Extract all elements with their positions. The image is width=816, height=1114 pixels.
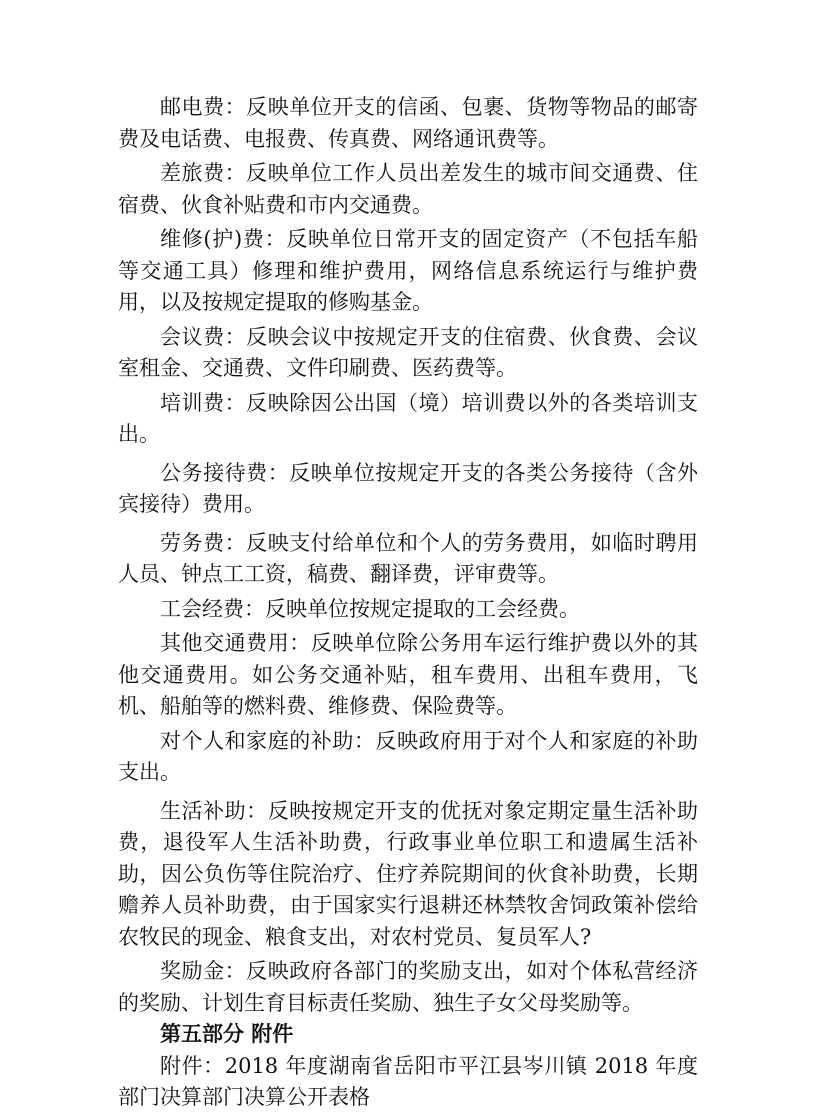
- paragraph-family-subsidy: 对个人和家庭的补助：反映政府用于对个人和家庭的补助支出。: [118, 728, 698, 784]
- paragraph-union-fees: 工会经费：反映单位按规定提取的工会经费。: [160, 596, 580, 621]
- paragraph-reward-fund: 奖励金：反映政府各部门的奖励支出，如对个体私营经济的奖励、计划生育目标责任奖励、独生子女父母奖励等。: [118, 959, 698, 1015]
- paragraph-training-fees: 培训费：反映除因公出国（境）培训费以外的各类培训支出。: [118, 390, 698, 446]
- paragraph-travel-fees: 差旅费：反映单位工作人员出差发生的城市间交通费、住宿费、伙食补贴费和市内交通费。: [118, 161, 698, 217]
- paragraph-meeting-fees: 会议费：反映会议中按规定开支的住宿费、伙食费、会议室租金、交通费、文件印刷费、医药费等。: [118, 324, 698, 380]
- paragraph-labor-fees: 劳务费：反映支付给单位和个人的劳务费用，如临时聘用人员、钟点工工资，稿费、翻译费，评审费等。: [118, 530, 698, 586]
- paragraph-other-transport-fees: 其他交通费用：反映单位除公务用车运行维护费以外的其他交通费用。如公务交通补贴，租车费用、出租车费用，飞机、船舶等的燃料费、维修费、保险费等。: [118, 631, 698, 718]
- attachment-line: 附件：2018 年度湖南省岳阳市平江县岑川镇 2018 年度部门决算部门决算公开表格: [118, 1053, 698, 1109]
- document-page: [118, 92, 698, 1114]
- paragraph-living-subsidy: 生活补助：反映按规定开支的优抚对象定期定量生活补助费，退役军人生活补助费，行政事业单位职工和遗属生活补助，因公负伤等住院治疗、住疗养院期间的伙食补助费，长期赡养人员补助费，由于国家实行退耕还林禁牧舍饲政策补偿给农牧民的现金、粮食支出，对农村党员、复员军人?: [118, 798, 698, 949]
- paragraph-reception-fees: 公务接待费：反映单位按规定开支的各类公务接待（含外宾接待）费用。: [118, 460, 698, 516]
- paragraph-maintenance-fees: 维修(护)费：反映单位日常开支的固定资产（不包括车船等交通工具）修理和维护费用，网络信息系统运行与维护费用，以及按规定提取的修购基金。: [118, 227, 698, 314]
- paragraph-postal-fees: 邮电费：反映单位开支的信函、包裹、货物等物品的邮寄费及电话费、电报费、传真费、网络通讯费等。: [118, 95, 698, 151]
- section-title: 第五部分 附件: [160, 1022, 294, 1046]
